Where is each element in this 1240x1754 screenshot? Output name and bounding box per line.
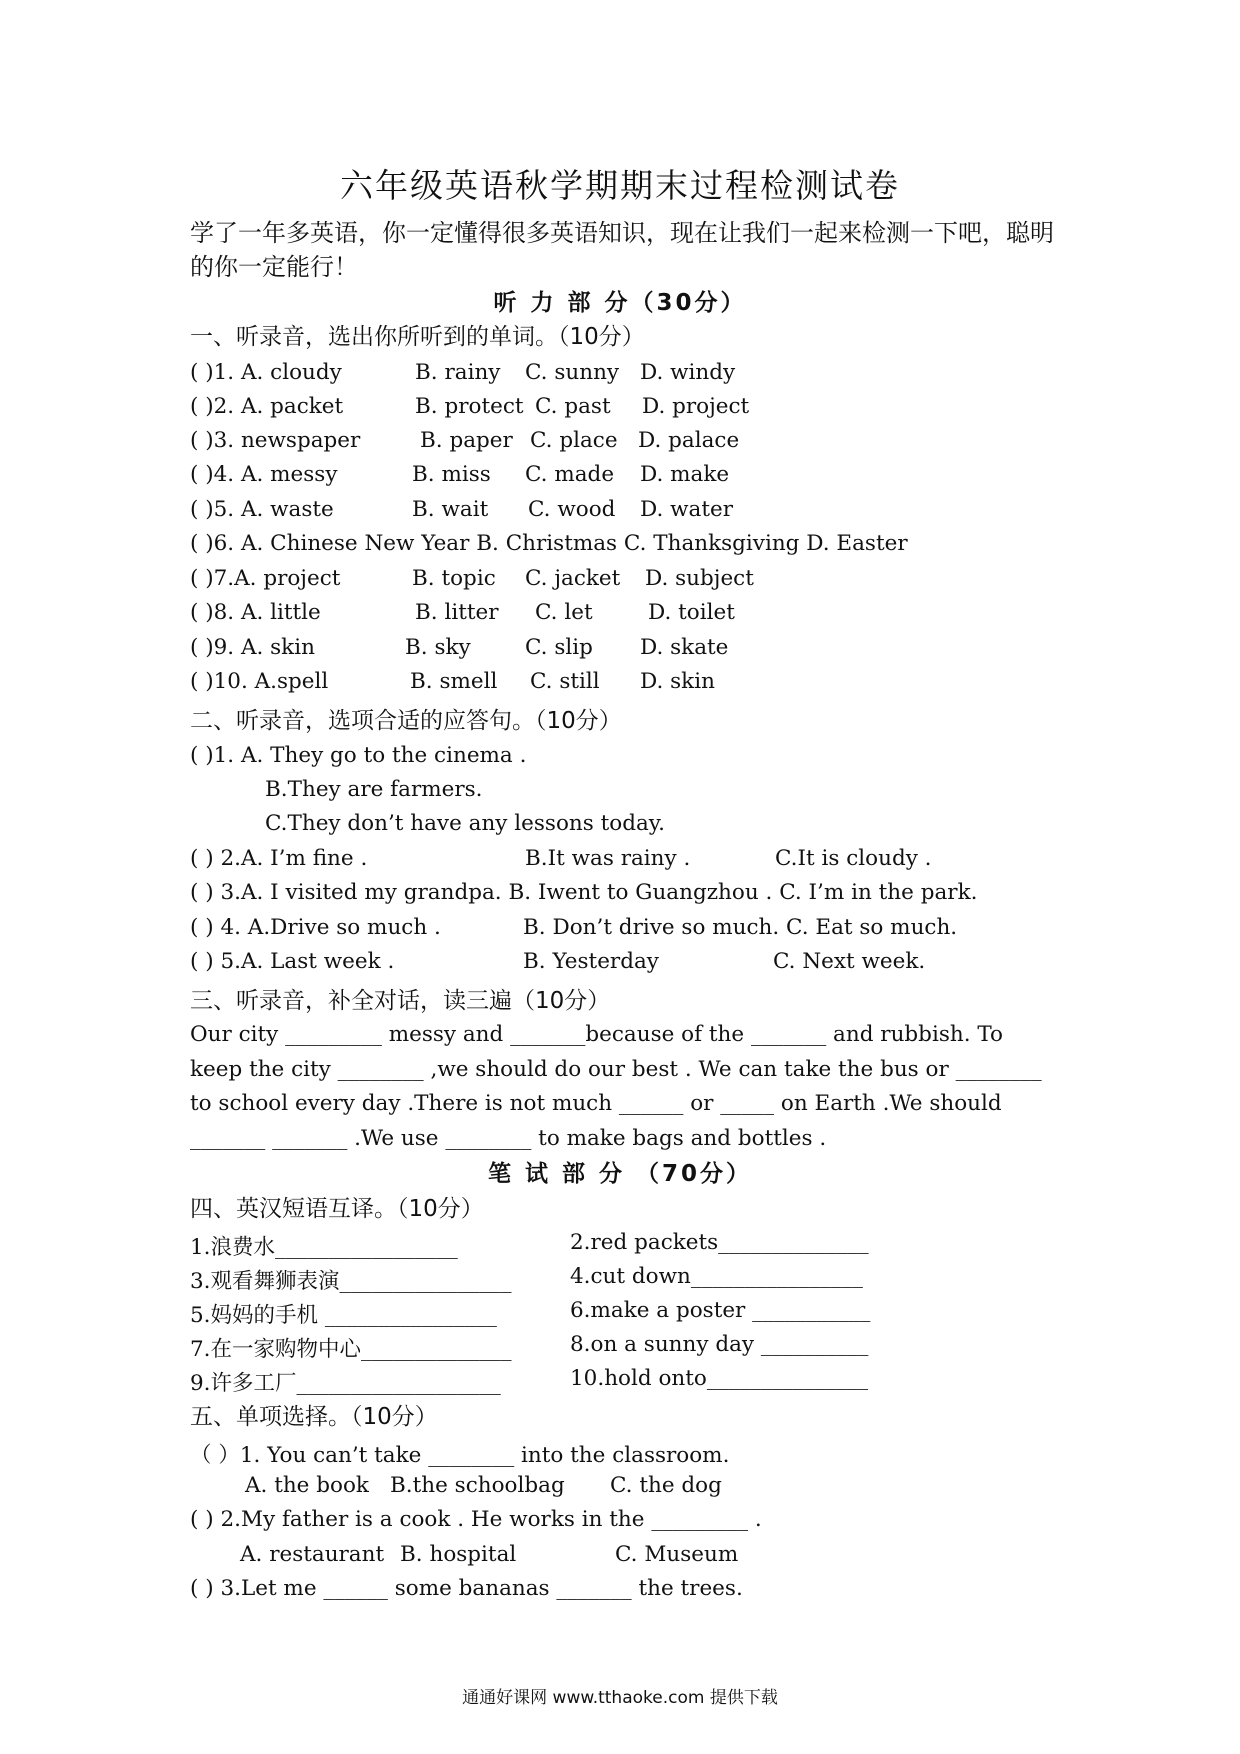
option-a: A. restaurant [240,1542,385,1567]
option-d: D. windy [640,360,736,385]
written-section-heading: 笔 试 部 分 （70分） [487,1161,753,1187]
translation-item: 6.make a poster ___________ [570,1298,871,1323]
option-c: C. slip [525,635,593,660]
option-d: D. palace [638,428,740,453]
option-c: C. the dog [610,1473,722,1498]
option-c: C. past [535,394,611,419]
option-b: B. smell [410,669,498,694]
option-b: B.the schoolbag [390,1473,565,1498]
option-b: B. miss [412,462,491,487]
translation-item: 4.cut down________________ [570,1264,863,1289]
item-option-a: ( ) 5.A. Last week . [190,949,395,974]
item-stem: ( )1. A. cloudy [190,360,342,385]
item-stem: ( )10. A.spell [190,669,329,694]
translation-item: 2.red packets______________ [570,1230,869,1255]
item-stem: ( )7.A. project [190,566,341,591]
option-c: C. jacket [525,566,621,591]
page-title: 六年级英语秋学期期末过程检测试卷 [340,166,900,205]
question-text: （ ）1. You can’t take ________ into the classroom. [190,1443,730,1468]
option-d: D. toilet [648,600,735,625]
item-option-b: B. Don’t drive so much. C. Eat so much. [523,915,958,940]
item-option-a: ( ) 3.A. I visited my grandpa. B. Iwent to Guangzhou . C. I’m in the park. [190,880,978,905]
option-c: C. still [530,669,600,694]
option-d: D. make [640,462,730,487]
translation-item: 9.许多工厂___________________ [190,1371,501,1396]
option-b: B. topic [412,566,496,591]
option-c: C. place [530,428,618,453]
part4-heading: 四、英汉短语互译。（10分） [190,1196,484,1222]
item-option-b: B.They are farmers. [265,777,483,802]
question-text: ( ) 3.Let me ______ some bananas _______ the trees. [190,1576,743,1601]
translation-item: 5.妈妈的手机 ________________ [190,1303,497,1328]
option-a: A. the book [245,1473,369,1498]
translation-item: 8.on a sunny day __________ [570,1332,869,1357]
option-b: B. paper [420,428,513,453]
item-option-a: ( ) 4. A.Drive so much . [190,915,441,940]
option-d: D. project [642,394,750,419]
translation-item: 3.观看舞狮表演________________ [190,1269,512,1294]
option-b: B. wait [412,497,489,522]
option-b: B. hospital [400,1542,517,1567]
item-option-c: C.It is cloudy . [775,846,932,871]
item-option-b: B.It was rainy . [525,846,691,871]
intro-text: 学了一年多英语，你一定懂得很多英语知识，现在让我们一起来检测一下吧，聪明的你一定能行！ [190,219,1054,281]
item-stem: ( )9. A. skin [190,635,315,660]
item-option-b: B. Yesterday [523,949,659,974]
option-c: C. made [525,462,615,487]
item-stem: ( )6. A. Chinese New Year B. Christmas C. Thanksgiving D. Easter [190,531,908,556]
item-stem: ( )8. A. little [190,600,321,625]
option-d: D. skin [640,669,715,694]
footer-credit: 通通好课网 www.tthaoke.com 提供下载 [462,1688,778,1708]
part5-heading: 五、单项选择。（10分） [190,1404,438,1430]
cloze-paragraph: Our city _________ messy and _______because of the _______ and rubbish. To keep the city ________ ,we should do our best . We can take the bus or ________ to school every day .There is not much ______ or _____ on Earth .We should _______ _______ .We use ________ to make bags and bottles . [190,1022,1042,1151]
listening-section-heading: 听 力 部 分（30分） [493,290,747,316]
item-stem: ( )4. A. messy [190,462,338,487]
option-c: C. sunny [525,360,620,385]
item-stem: ( )2. A. packet [190,394,344,419]
option-c: C. wood [528,497,616,522]
item-stem: ( )5. A. waste [190,497,334,522]
translation-item: 1.浪费水_________________ [190,1235,458,1260]
item-option-c: C.They don’t have any lessons today. [265,811,665,836]
item-option-c: C. Next week. [773,949,926,974]
option-c: C. Museum [615,1542,739,1567]
option-d: D. water [640,497,734,522]
item-stem: ( )3. newspaper [190,428,361,453]
item-option-a: ( ) 2.A. I’m fine . [190,846,368,871]
option-c: C. let [535,600,593,625]
part1-heading: 一、听录音，选出你所听到的单词。（10分） [190,324,645,350]
question-text: ( ) 2.My father is a cook . He works in the _________ . [190,1507,762,1532]
translation-item: 10.hold onto_______________ [570,1366,869,1391]
option-b: B. protect [415,394,524,419]
part3-heading: 三、听录音，补全对话，读三遍（10分） [190,988,611,1014]
part2-heading: 二、听录音，选项合适的应答句。（10分） [190,708,622,734]
item-option-a: ( )1. A. They go to the cinema . [190,743,527,768]
option-d: D. subject [645,566,754,591]
option-d: D. skate [640,635,729,660]
option-b: B. rainy [415,360,501,385]
translation-item: 7.在一家购物中心______________ [190,1337,512,1362]
option-b: B. litter [415,600,499,625]
option-b: B. sky [405,635,471,660]
